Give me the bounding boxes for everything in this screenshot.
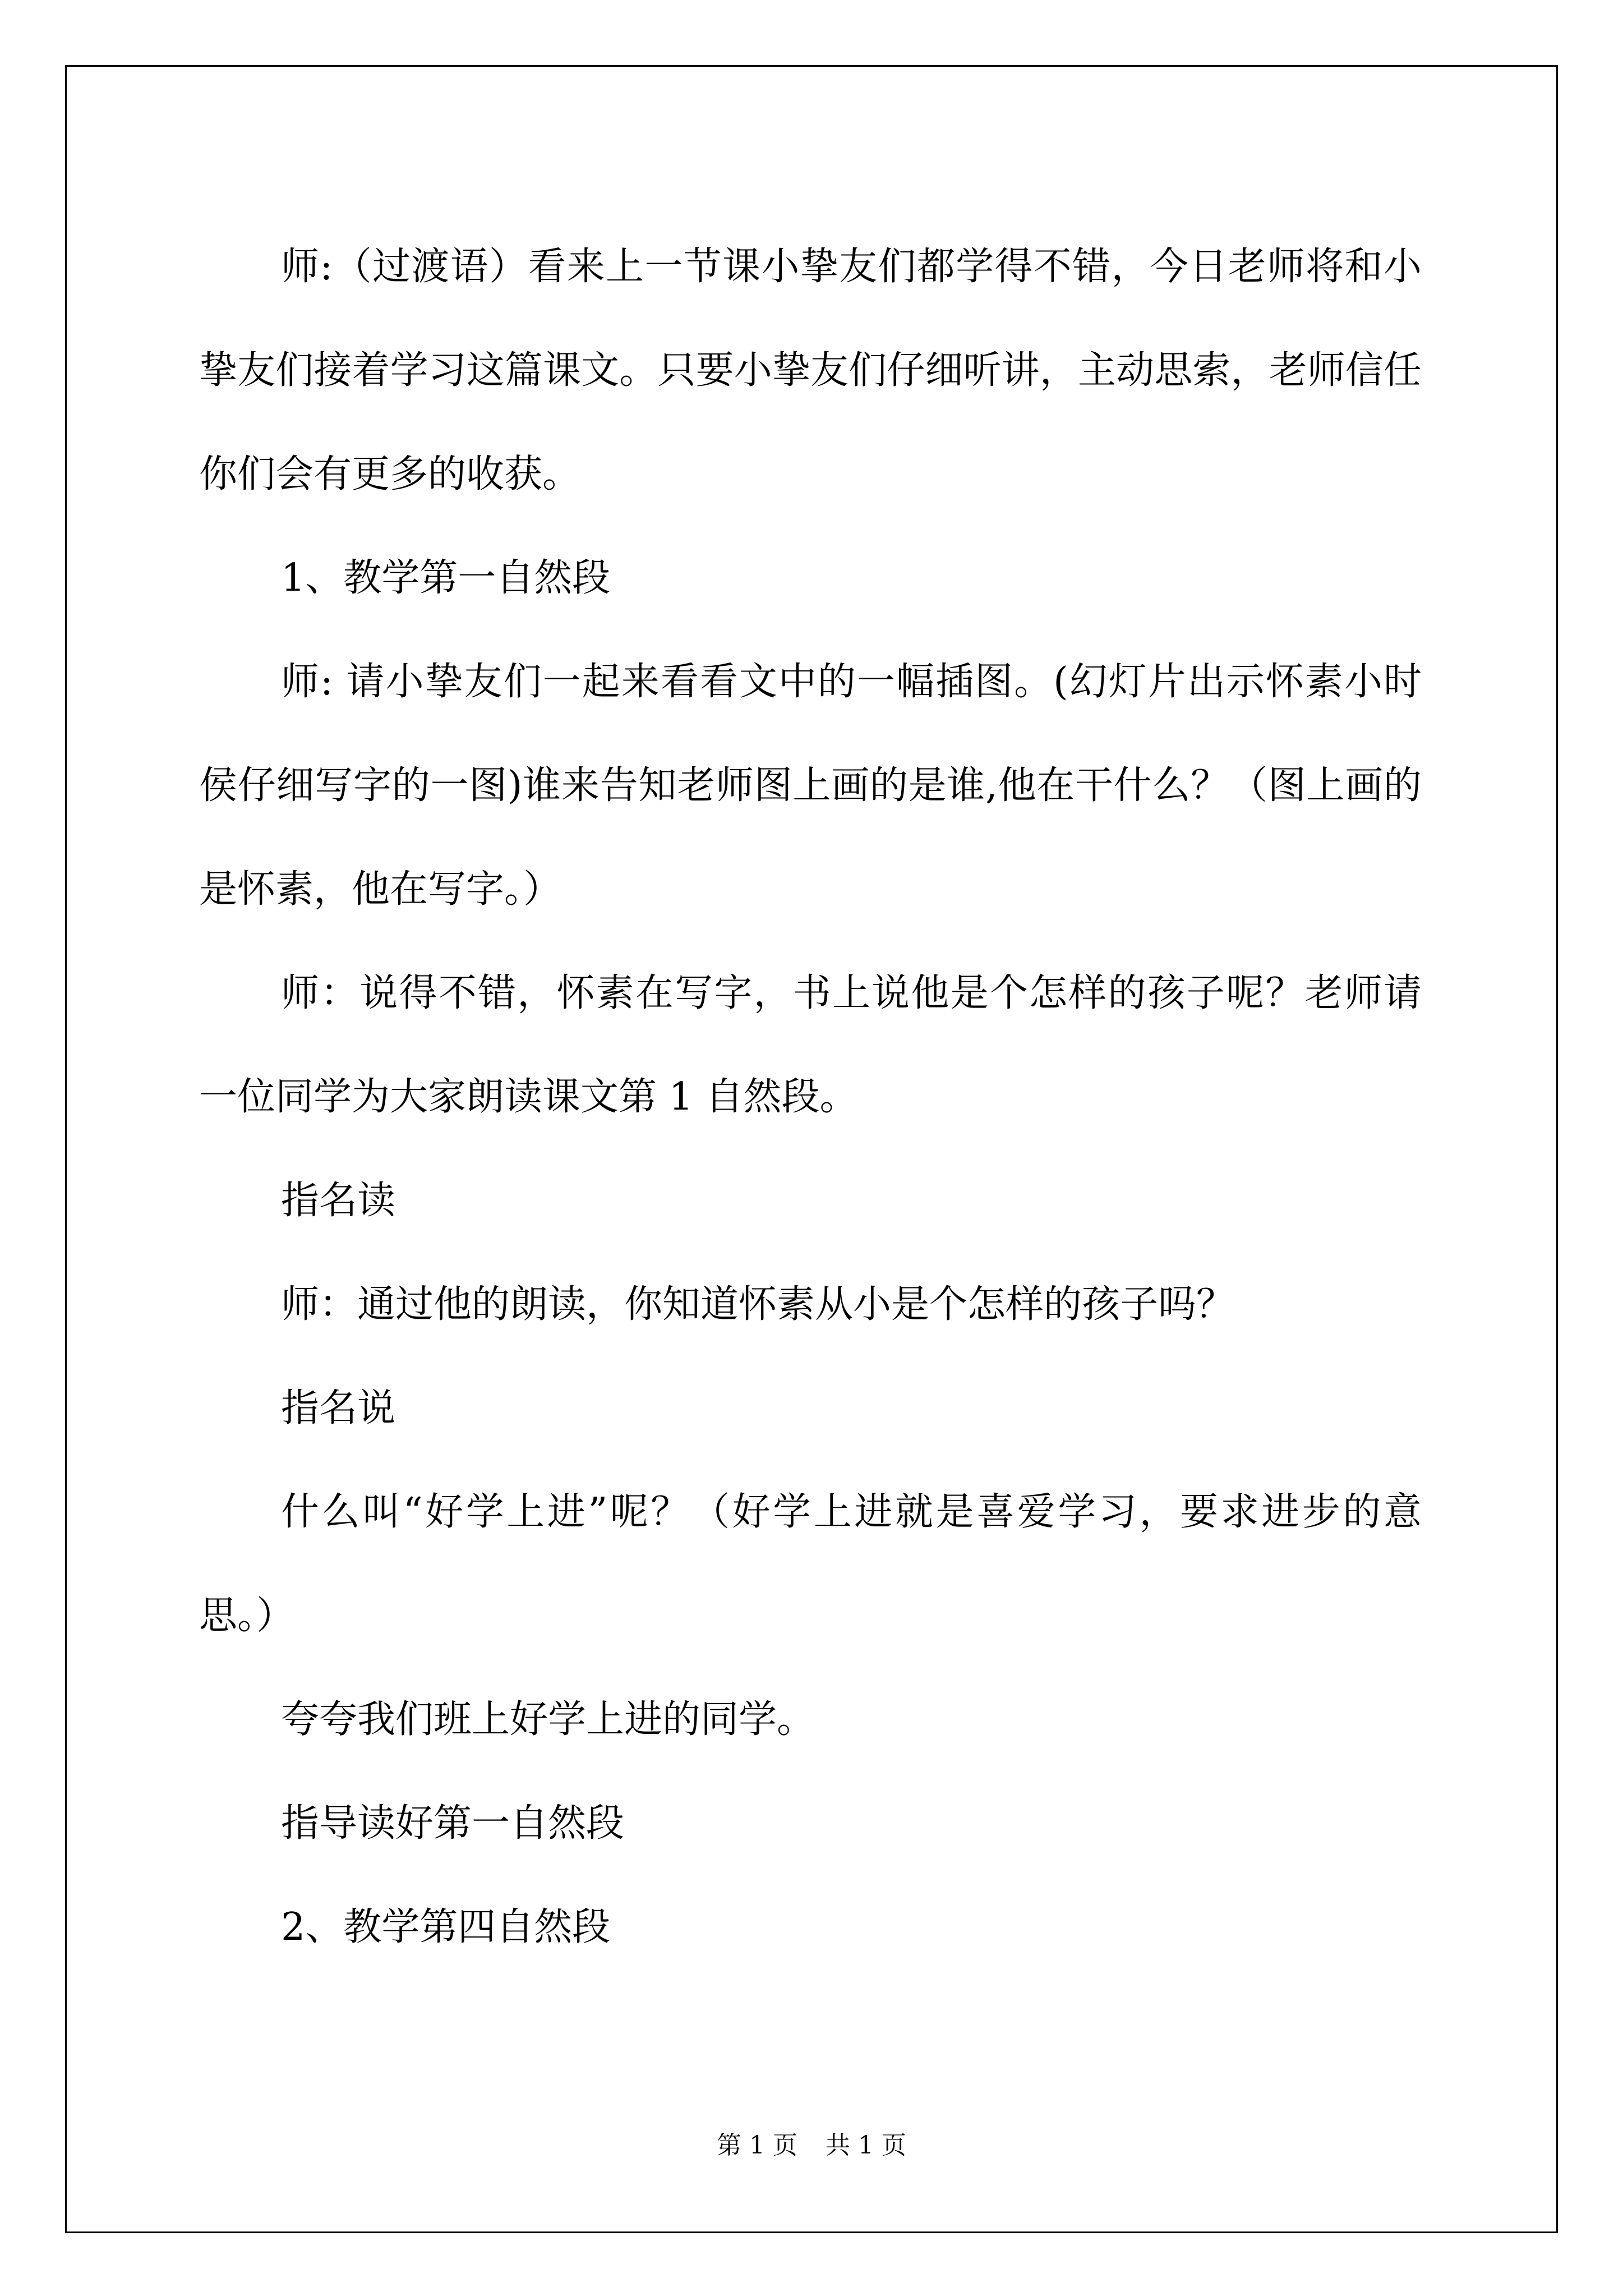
paragraph-guided-reading: 指导读好第一自然段	[281, 1801, 625, 1846]
paragraph-praise: 夸夸我们班上好学上进的同学。	[281, 1697, 815, 1742]
paragraph-reading-request: 师：说得不错，怀素在写字，书上说他是个怎样的孩子呢？老师请一位同学为大家朗读课文第 1 自然段。	[199, 971, 1422, 1119]
paragraph-section-1-heading: 1、教学第一自然段	[281, 556, 611, 600]
page-number-total: 共 1 页	[826, 2131, 906, 2160]
paragraph-answer: 指名说	[281, 1386, 396, 1430]
page-footer	[0, 2132, 1623, 2160]
paragraph-illustration: 师: 请小挚友们一起来看看文中的一幅插图。(幻灯片出示怀素小时侯仔细写字的一图)谁来告知老师图上画的是谁,他在干什么？（图上画的是怀素，他在写字。）	[199, 660, 1422, 912]
document-body	[199, 215, 1422, 1979]
paragraph-read-aloud: 指名读	[281, 1179, 396, 1223]
page-number-current: 第 1 页	[717, 2131, 797, 2160]
paragraph-question: 师：通过他的朗读，你知道怀素从小是个怎样的孩子吗？	[281, 1282, 1235, 1327]
paragraph-definition: 什么叫“好学上进”呢？（好学上进就是喜爱学习，要求进步的意思。）	[199, 1490, 1422, 1638]
paragraph-section-2-heading: 2、教学第四自然段	[281, 1905, 611, 1949]
paragraph-transition: 师:（过渡语）看来上一节课小挚友们都学得不错，今日老师将和小挚友们接着学习这篇课文。只要小挚友们仔细听讲，主动思索，老师信任你们会有更多的收获。	[199, 245, 1422, 496]
